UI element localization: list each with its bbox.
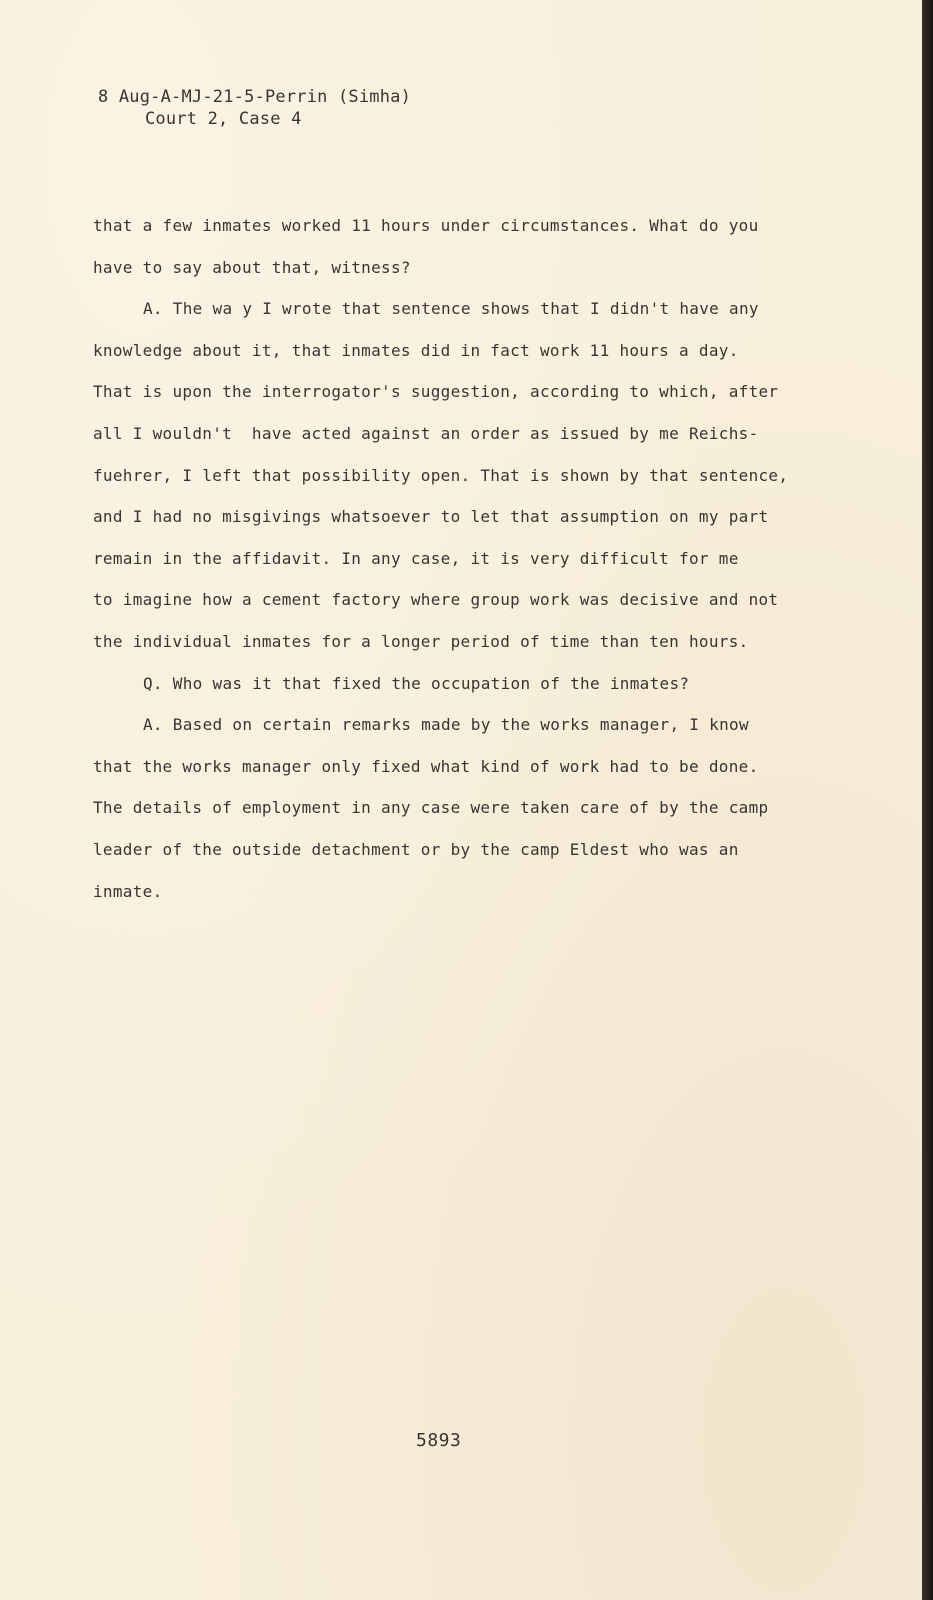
header-reference: 8 Aug-A-MJ-21-5-Perrin (Simha) — [98, 87, 412, 107]
text-line: that a few inmates worked 11 hours under circumstances. What do you — [93, 216, 759, 235]
text-line: to imagine how a cement factory where group work was decisive and not — [93, 590, 779, 610]
header-court-case: Court 2, Case 4 — [145, 109, 302, 129]
text-line: and I had no misgivings whatsoever to let that assumption on my part — [93, 507, 769, 527]
text-line: The details of employment in any case were taken care of by the camp — [93, 798, 769, 818]
text-line: fuehrer, I left that possibility open. That is shown by that sentence, — [93, 465, 789, 485]
transcript-body — [93, 205, 833, 912]
text-line: remain in the affidavit. In any case, it is very difficult for me — [93, 548, 739, 568]
text-line: Q. Who was it that fixed the occupation of the inmates? — [143, 673, 690, 693]
scan-edge — [922, 0, 933, 1600]
text-line: the individual inmates for a longer period of time than ten hours. — [93, 631, 749, 651]
page-number: 5893 — [416, 1430, 462, 1451]
text-line: leader of the outside detachment or by the camp Eldest who was an — [93, 839, 739, 859]
text-line: have to say about that, witness? — [93, 257, 411, 277]
text-line: all I wouldn't have acted against an order as issued by me Reichs- — [93, 423, 759, 443]
text-line: knowledge about it, that inmates did in fact work 11 hours a day. — [93, 340, 739, 360]
text-line: that the works manager only fixed what kind of work had to be done. — [93, 756, 759, 776]
text-line: A. The wa y I wrote that sentence shows that I didn't have any — [143, 299, 759, 319]
text-line: A. Based on certain remarks made by the works manager, I know — [143, 715, 749, 735]
document-header — [98, 86, 411, 130]
text-line: That is upon the interrogator's suggestion, according to which, after — [93, 382, 779, 402]
text-line: inmate. — [93, 881, 163, 901]
